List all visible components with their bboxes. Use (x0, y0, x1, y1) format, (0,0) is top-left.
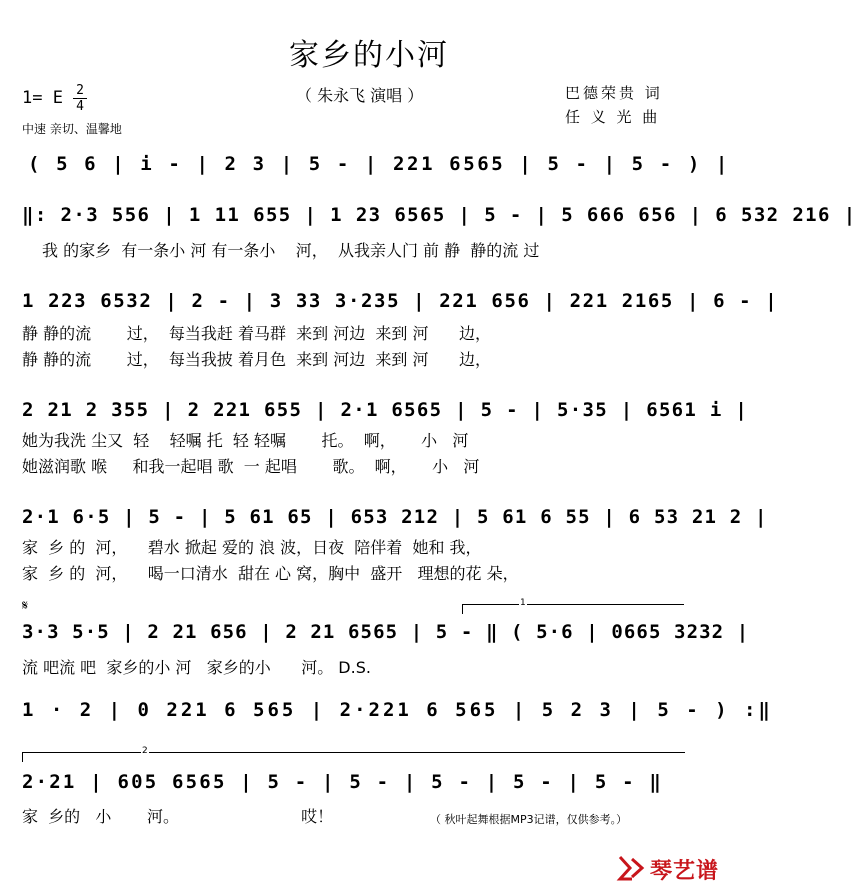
music-line: ( 5 6 | i - | 2 3 | 5 - | 221 6565 | 5 - | 5 - ) | (28, 153, 730, 175)
volta-bracket-2-hook (22, 752, 23, 762)
page-title: 家乡的小河 (289, 38, 449, 73)
transcription-note: （ 秋叶起舞根据MP3记谱，仅供参考。） (430, 813, 628, 826)
lyric-text: 她滋润歌 喉 和我一起唱 歌 一 起唱 歌。 啊， 小 河 (22, 457, 480, 476)
lyric-text: 我 的家乡 有一条小 河 有一条小 河， 从我亲人门 前 静 静的流 过 (42, 241, 540, 260)
lyric-line (0, 537, 738, 559)
logo-mark-icon (616, 853, 646, 883)
site-logo (616, 853, 726, 883)
lyric-line (0, 806, 738, 828)
music-line: 1 · 2 | 0 221 6 565 | 2·221 6 565 | 5 2 3 | 5 - ) :‖ (22, 699, 773, 721)
music-line: 1 223 6532 | 2 - | 3 33 3·235 | 221 656 | 221 2165 | 6 - | (22, 290, 779, 312)
lyric-text: 静 静的流 过， 每当我披 着月色 来到 河边 来到 河 边， (22, 350, 491, 369)
lyric-line (0, 456, 738, 478)
composer-credit: 任 义 光 曲 (565, 108, 661, 126)
time-signature-denominator: 4 (76, 99, 84, 114)
time-signature-numerator: 2 (76, 83, 84, 98)
lyric-line (0, 349, 738, 371)
tempo-marking: 中速 亲切、温馨地 (22, 122, 122, 136)
key-signature: 1= E (22, 88, 63, 108)
lyric-line (0, 240, 738, 262)
time-signature (73, 84, 87, 113)
lyric-line (0, 657, 738, 679)
lyric-text: 家 乡 的 河， 喝一口清水 甜在 心 窝，胸中 盛开 理想的花 朵， (22, 564, 519, 583)
score-row-7 (0, 698, 773, 734)
lyric-line (0, 430, 738, 452)
volta-bracket-2 (22, 752, 685, 753)
score-row-3 (0, 289, 779, 325)
lyric-line (0, 563, 738, 585)
music-line: 2 21 2 355 | 2 221 655 | 2·1 6565 | 5 - | 5·35 | 6561 i | (22, 399, 749, 421)
lyric-text: 家 乡 的 河， 碧水 掀起 爱的 浪 波，日夜 陪伴着 她和 我， (22, 538, 482, 557)
score-row-intro (0, 152, 738, 188)
volta-number-2: 2 (142, 746, 148, 756)
lyric-text: 静 静的流 过， 每当我赶 着马群 来到 河边 来到 河 边， (22, 324, 491, 343)
lyric-text: 家 乡的 小 河。 哎！ (22, 807, 334, 826)
lyric-text: 她为我洗 尘又 轻 轻嘱 托 轻 轻嘱 托。 啊， 小 河 (22, 431, 469, 450)
score-row-4 (0, 398, 749, 434)
lyricist-credit: 巴德荣贵 词 (565, 84, 663, 102)
segno-sign: 𝄋 (22, 598, 29, 614)
volta-bracket-1-hook (462, 604, 463, 614)
score-row-8 (0, 770, 738, 806)
music-line: ‖: 2·3 556 | 1 11 655 | 1 23 6565 | 5 - | 5 666 656 | 6 532 216 | (22, 204, 857, 226)
score-row-6 (0, 620, 750, 656)
volta-bracket-1 (462, 604, 684, 605)
music-line: 2·1 6·5 | 5 - | 5 61 65 | 653 212 | 5 61 6 55 | 6 53 21 2 | (22, 506, 768, 528)
logo-text: 琴艺谱 (650, 859, 720, 884)
lyric-text: 流 吧流 吧 家乡的小 河 家乡的小 河。 D.S. (22, 658, 371, 677)
singer-credit: （ 朱永飞 演唱 ） (296, 86, 424, 105)
music-line: 2·21 | 605 6565 | 5 - | 5 - | 5 - | 5 - | 5 - ‖ (22, 771, 664, 793)
score-row-2 (0, 203, 857, 239)
volta-number-1: 1 (520, 598, 526, 608)
score-row-5 (0, 505, 768, 541)
lyric-line (0, 323, 738, 345)
music-line: 3·3 5·5 | 2 21 656 | 2 21 6565 | 5 - ‖ ( 5·6 | 0665 3232 | (22, 621, 750, 643)
